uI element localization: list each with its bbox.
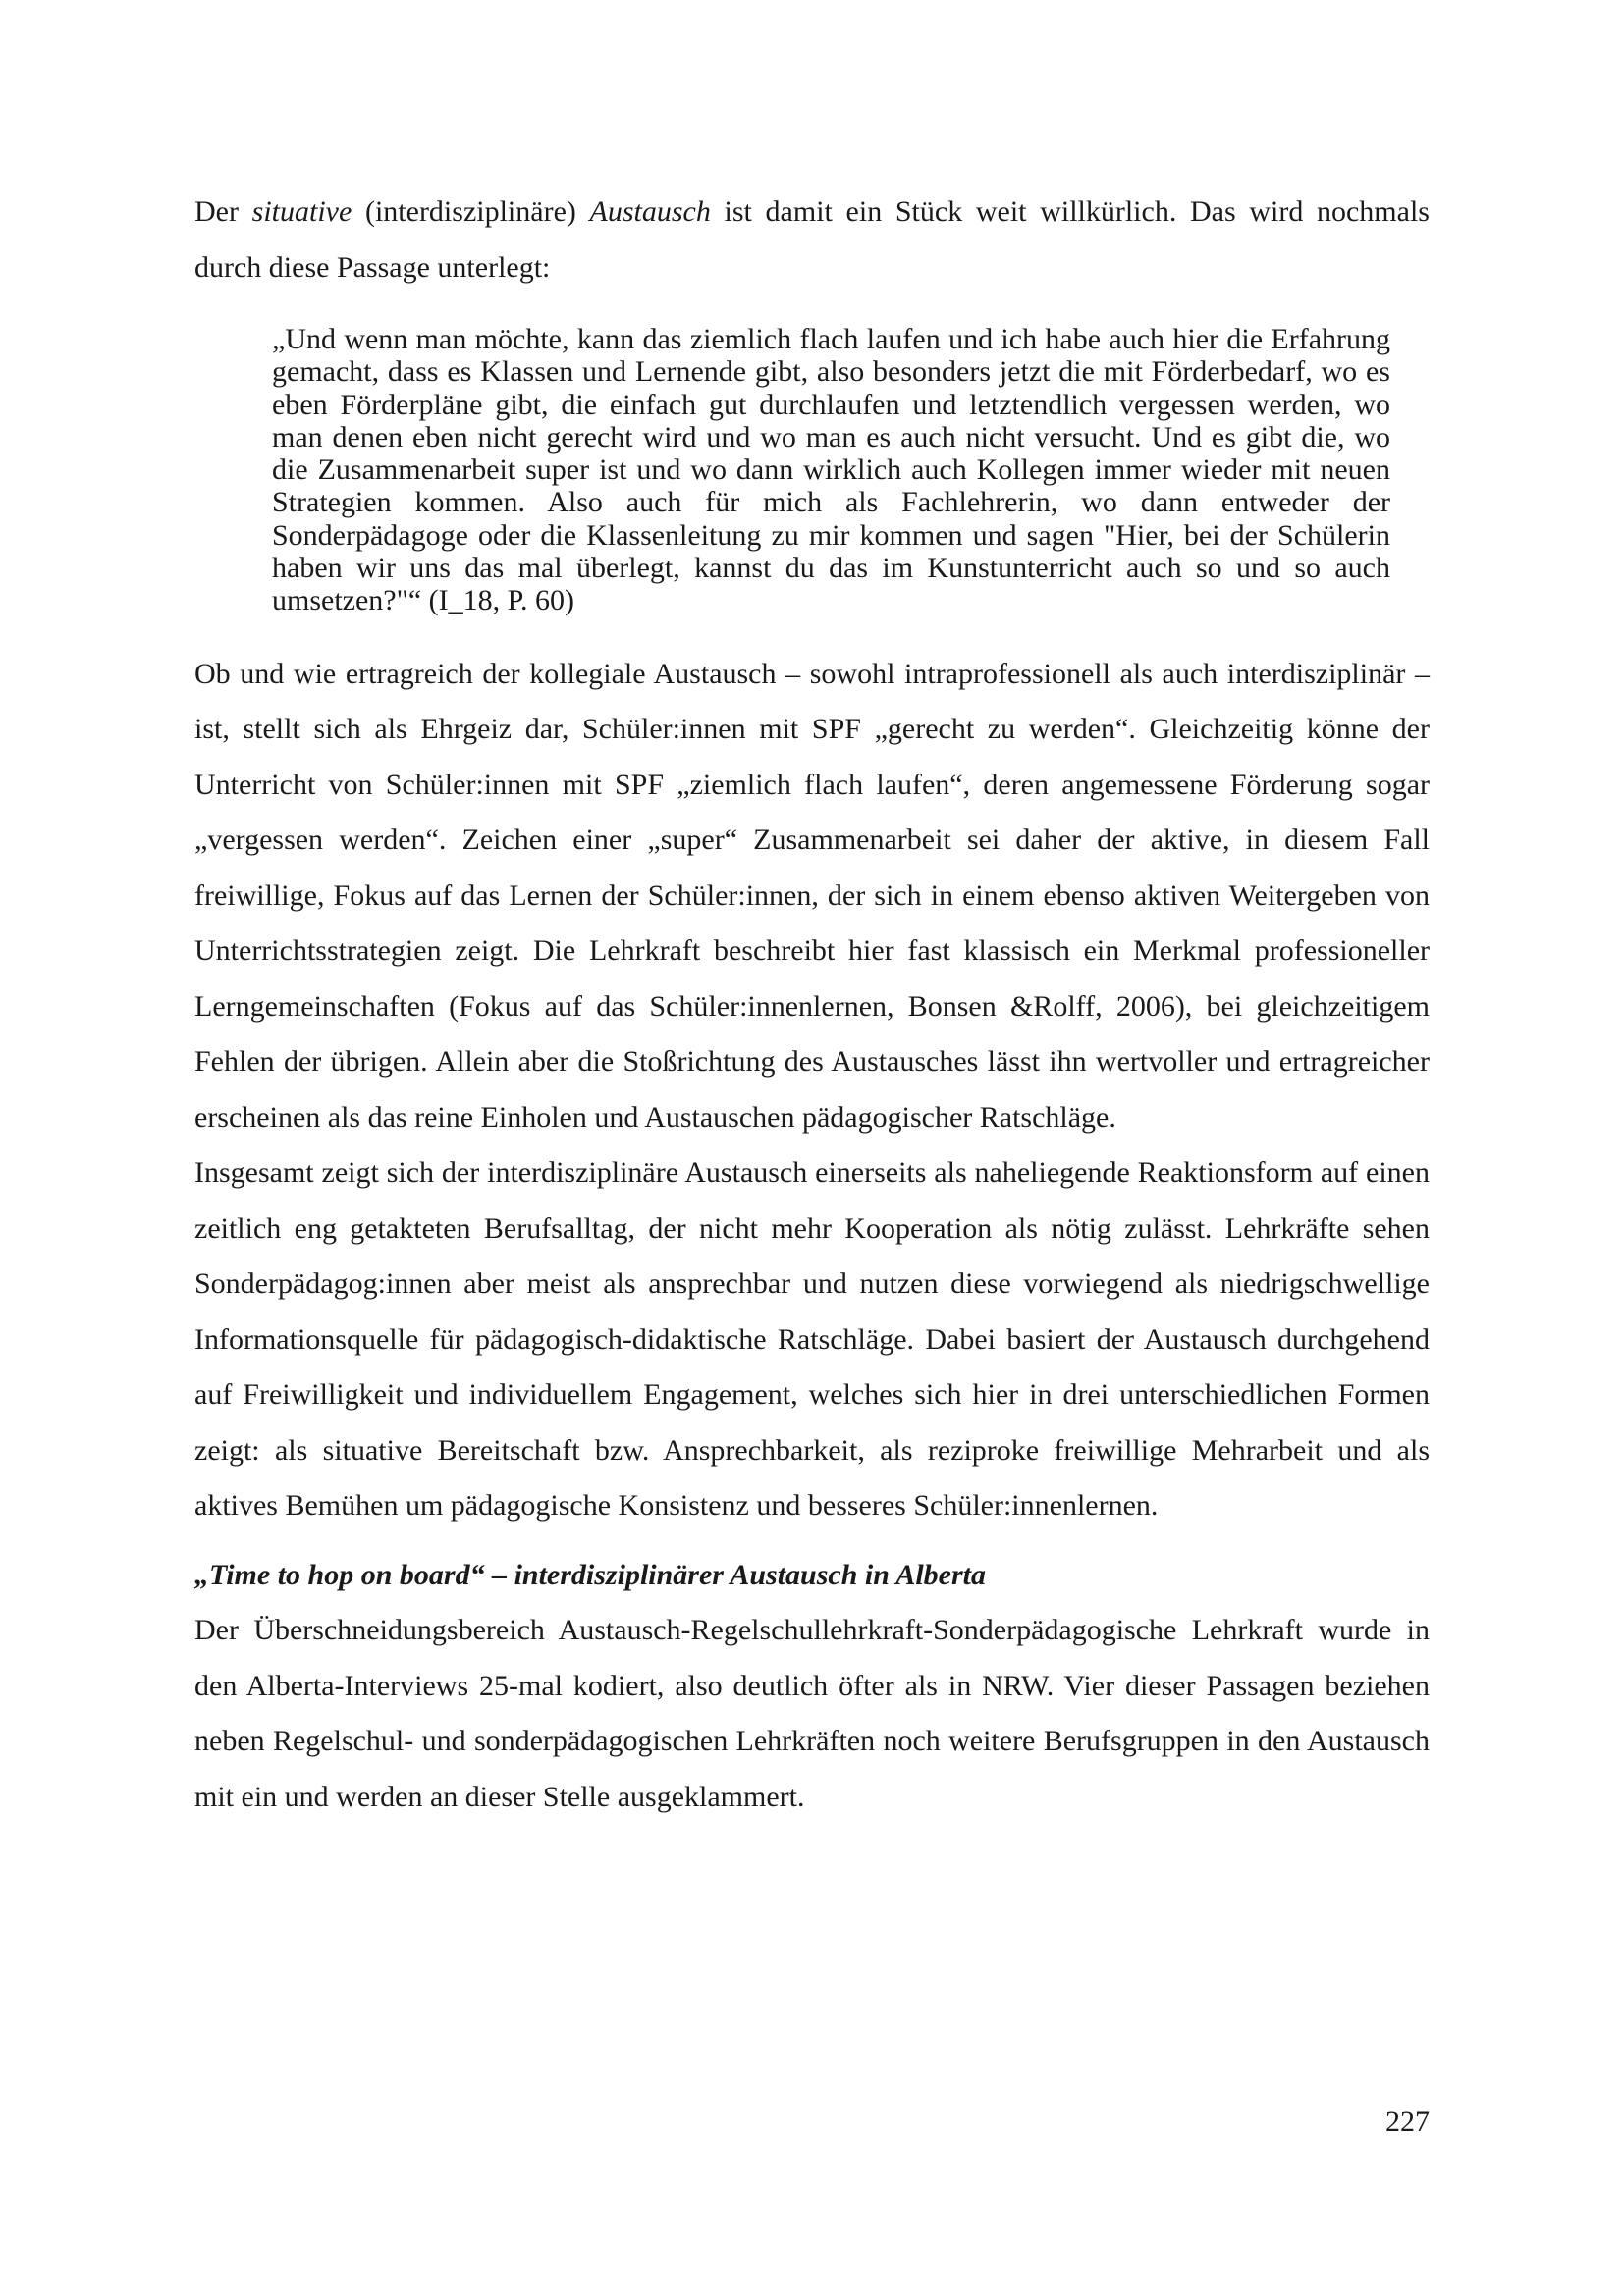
page-body xyxy=(194,185,1430,1825)
section-heading: „Time to hop on board“ – interdisziplinärer Austausch in Alberta xyxy=(194,1558,986,1591)
intro-paragraph xyxy=(194,185,1430,295)
block-quote: „Und wenn man möchte, kann das ziemlich flach laufen und ich habe auch hier die Erfahrung gemacht, dass es Klassen und Lernende gibt, also besonders jetzt die mit Förderbedarf, wo es eben Förderpläne gibt, die einfach gut durchlaufen und letztendlich vergessen werden, wo man denen eben nicht gerecht wird und wo man es auch nicht versucht. Und es gibt die, wo die Zusammenarbeit super ist und wo dann wirklich auch Kollegen immer wieder mit neuen Strategien kommen. Also auch für mich als Fachlehrerin, wo dann entweder der Sonderpädagoge oder die Klassenleitung zu mir kommen und sagen "Hier, bei der Schülerin haben wir uns das mal überlegt, kannst du das im Kunstunterricht auch so und so auch umsetzen?"“ (I_18, P. 60) xyxy=(272,323,1390,617)
intro-text-3: ist damit ein Stück weit willkürlich. Das wird nochmals durch diese Passage unterlegt: xyxy=(194,195,1430,284)
intro-text-2: (interdisziplinäre) xyxy=(352,195,590,228)
body-paragraph-1: Ob und wie ertragreich der kollegiale Austausch – sowohl intraprofessionell als auch interdisziplinär – ist, stellt sich als Ehrgeiz dar, Schüler:innen mit SPF „gerecht zu werden“. Gleichzeitig könne der Unterricht von Schüler:innen mit SPF „ziemlich flach laufen“, deren angemessene Förderung sogar „vergessen werden“. Zeichen einer „super“ Zusammenarbeit sei daher der aktive, in diesem Fall freiwillige, Fokus auf das Lernen der Schüler:innen, der sich in einem ebenso aktiven Weitergeben von Unterrichtsstrategien zeigt. Die Lehrkraft beschreibt hier fast klassisch ein Merkmal professioneller Lerngemeinschaften (Fokus auf das Schüler:innenlernen, Bonsen &Rolff, 2006), bei gleichzeitigem Fehlen der übrigen. Allein aber die Stoßrichtung des Austausches lässt ihn wertvoller und ertragreicher erscheinen als das reine Einholen und Austauschen pädagogischer Ratschläge. xyxy=(194,657,1430,1134)
body-paragraph-2: Insgesamt zeigt sich der interdisziplinäre Austausch einerseits als naheliegende Reaktionsform auf einen zeitlich eng getakteten Berufsalltag, der nicht mehr Kooperation als nötig zulässt. Lehrkräfte sehen Sonderpädagog:innen aber meist als ansprechbar und nutzen diese vorwiegend als niedrigschwellige Informationsquelle für pädagogisch-didaktische Ratschläge. Dabei basiert der Austausch durchgehend auf Freiwilligkeit und individuellem Engagement, welches sich hier in drei unterschiedlichen Formen zeigt: als situative Bereitschaft bzw. Ansprechbarkeit, als reziproke freiwillige Mehrarbeit und als aktives Bemühen um pädagogische Konsistenz und besseres Schüler:innenlernen. xyxy=(194,1156,1430,1522)
intro-text-1: Der xyxy=(194,195,252,228)
page-number: 227 xyxy=(1385,2106,1430,2138)
closing-paragraph: Der Überschneidungsbereich Austausch-Regelschullehrkraft-Sonderpädagogische Lehrkraft wurde in den Alberta-Interviews 25-mal kodiert, also deutlich öfter als in NRW. Vier dieser Passagen beziehen neben Regelschul- und sonderpädagogischen Lehrkräften noch weitere Berufsgruppen in den Austausch mit ein und werden an dieser Stelle ausgeklammert. xyxy=(194,1614,1430,1813)
intro-emphasis-austausch: Austausch xyxy=(589,195,711,228)
intro-emphasis-situative: situative xyxy=(251,195,352,228)
